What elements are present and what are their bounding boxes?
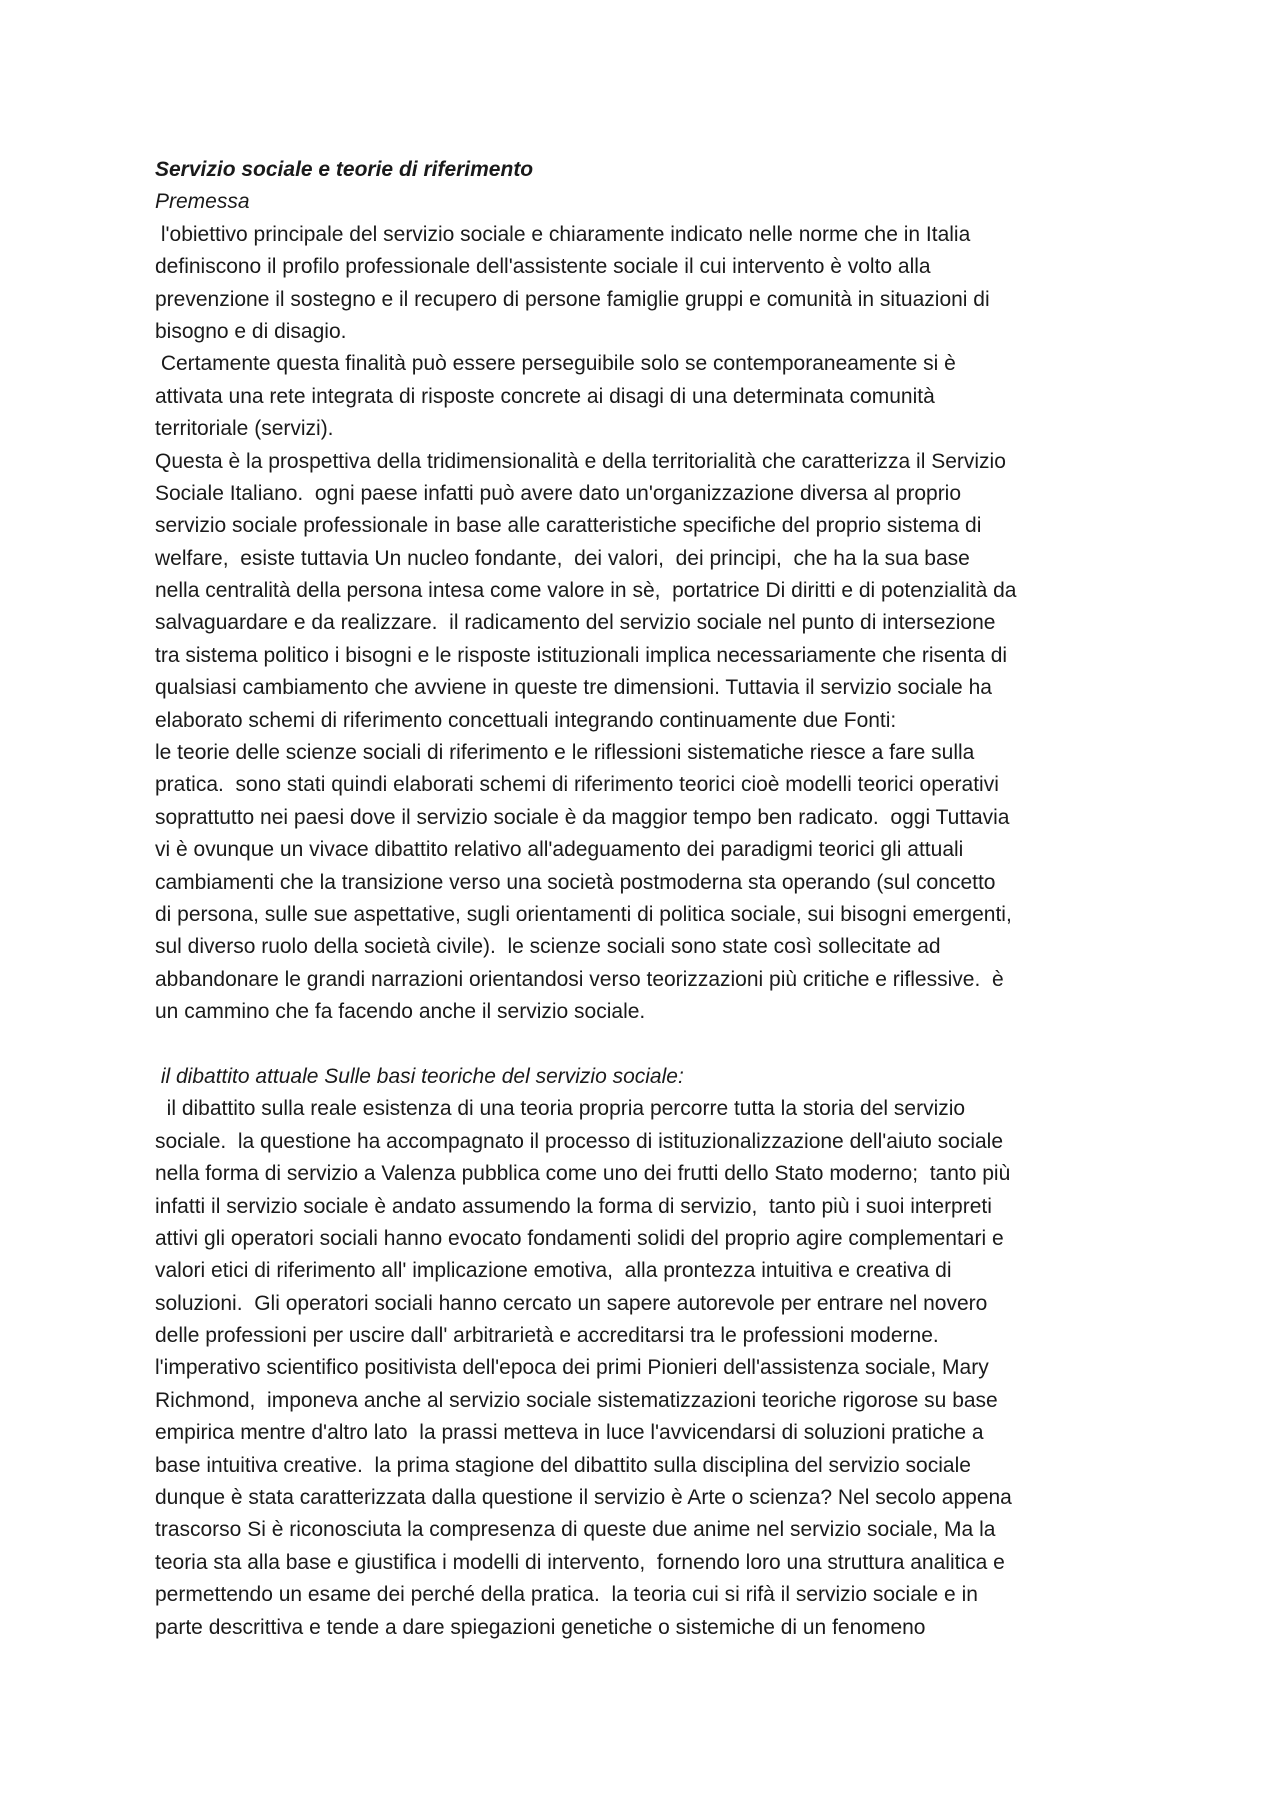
text-line: attivi gli operatori sociali hanno evocato fondamenti solidi del proprio agire complementari e — [155, 1226, 1004, 1250]
text-line: Richmond, imponeva anche al servizio sociale sistematizzazioni teoriche rigorose su base — [155, 1388, 998, 1412]
document-body — [155, 154, 1145, 1644]
section-heading-dibattito: il dibattito attuale Sulle basi teoriche del servizio sociale: — [155, 1064, 684, 1088]
text-line: vi è ovunque un vivace dibattito relativo all'adeguamento dei paradigmi teorici gli attuali — [155, 838, 964, 862]
premessa-section — [155, 219, 1145, 1029]
text-line: sociale. la questione ha accompagnato il processo di istituzionalizzazione dell'aiuto sociale — [155, 1129, 1004, 1153]
text-line: soprattutto nei paesi dove il servizio sociale è da maggior tempo ben radicato. oggi Tuttavia — [155, 805, 1010, 829]
text-line: l'obiettivo principale del servizio sociale e chiaramente indicato nelle norme che in Italia — [155, 222, 971, 246]
text-line: cambiamenti che la transizione verso una società postmoderna sta operando (sul concetto — [155, 870, 996, 894]
text-line: welfare, esiste tuttavia Un nucleo fondante, dei valori, dei principi, che ha la sua base — [155, 546, 970, 570]
text-line: empirica mentre d'altro lato la prassi metteva in luce l'avvicendarsi di soluzioni pratiche a — [155, 1421, 984, 1445]
text-line: un cammino che fa facendo anche il servizio sociale. — [155, 1000, 646, 1024]
text-line: prevenzione il sostegno e il recupero di persone famiglie gruppi e comunità in situazioni di — [155, 287, 990, 311]
text-line: abbandonare le grandi narrazioni orientandosi verso teorizzazioni più critiche e riflessive. è — [155, 967, 1004, 991]
section-heading-premessa: Premessa — [155, 190, 250, 214]
text-line: territoriale (servizi). — [155, 417, 334, 441]
text-line: trascorso Si è riconosciuta la compresenza di queste due anime nel servizio sociale, Ma la — [155, 1518, 996, 1542]
text-line: bisogno e di disagio. — [155, 319, 347, 343]
text-line: nella centralità della persona intesa come valore in sè, portatrice Di diritti e di potenzialità da — [155, 579, 1017, 603]
text-line: sul diverso ruolo della società civile). le scienze sociali sono state così sollecitate ad — [155, 935, 941, 959]
text-line: Sociale Italiano. ogni paese infatti può avere dato un'organizzazione diversa al proprio — [155, 481, 962, 505]
text-line: delle professioni per uscire dall' arbitrarietà e accreditarsi tra le professioni moderne. — [155, 1324, 939, 1348]
text-line: servizio sociale professionale in base alle caratteristiche specifiche del proprio sistema di — [155, 514, 982, 538]
text-line: definiscono il profilo professionale dell'assistente sociale il cui intervento è volto alla — [155, 255, 931, 279]
text-line: di persona, sulle sue aspettative, sugli orientamenti di politica sociale, sui bisogni emergenti, — [155, 902, 1012, 926]
text-line: Questa è la prospettiva della tridimensionalità e della territorialità che caratterizza il Servizio — [155, 449, 1006, 473]
text-line: elaborato schemi di riferimento concettuali integrando continuamente due Fonti: — [155, 708, 897, 732]
text-line: teoria sta alla base e giustifica i modelli di intervento, fornendo loro una struttura analitica e — [155, 1550, 1005, 1574]
text-line: permettendo un esame dei perché della pratica. la teoria cui si rifà il servizio sociale e in — [155, 1583, 978, 1607]
text-line: infatti il servizio sociale è andato assumendo la forma di servizio, tanto più i suoi interpreti — [155, 1194, 992, 1218]
text-line: salvaguardare e da realizzare. il radicamento del servizio sociale nel punto di intersezione — [155, 611, 996, 635]
document-title: Servizio sociale e teorie di riferimento — [155, 158, 534, 181]
dibattito-section — [155, 1093, 1145, 1644]
text-line: pratica. sono stati quindi elaborati schemi di riferimento teorici cioè modelli teorici operativi — [155, 773, 999, 797]
text-line: l'imperativo scientifico positivista dell'epoca dei primi Pionieri dell'assistenza sociale, Mary — [155, 1356, 989, 1380]
text-line: le teorie delle scienze sociali di riferimento e le riflessioni sistematiche riesce a fare sulla — [155, 741, 975, 765]
text-line: attivata una rete integrata di risposte concrete ai disagi di una determinata comunità — [155, 384, 935, 408]
text-line: dunque è stata caratterizzata dalla questione il servizio è Arte o scienza? Nel secolo appena — [155, 1486, 1012, 1510]
text-line: Certamente questa finalità può essere perseguibile solo se contemporaneamente si è — [155, 352, 956, 376]
text-line: soluzioni. Gli operatori sociali hanno cercato un sapere autorevole per entrare nel novero — [155, 1291, 988, 1315]
text-line: nella forma di servizio a Valenza pubblica come uno dei frutti dello Stato moderno; tanto più — [155, 1162, 1011, 1186]
text-line: parte descrittiva e tende a dare spiegazioni genetiche o sistemiche di un fenomeno — [155, 1615, 926, 1639]
text-line: qualsiasi cambiamento che avviene in queste tre dimensioni. Tuttavia il servizio sociale ha — [155, 676, 992, 700]
text-line: il dibattito sulla reale esistenza di una teoria propria percorre tutta la storia del servizio — [155, 1097, 966, 1121]
text-line: base intuitiva creative. la prima stagione del dibattito sulla disciplina del servizio sociale — [155, 1453, 971, 1477]
paragraph-gap — [155, 1029, 1145, 1061]
text-line: valori etici di riferimento all' implicazione emotiva, alla prontezza intuitiva e creativa di — [155, 1259, 952, 1283]
text-line: tra sistema politico i bisogni e le risposte istituzionali implica necessariamente che risenta di — [155, 643, 1008, 667]
